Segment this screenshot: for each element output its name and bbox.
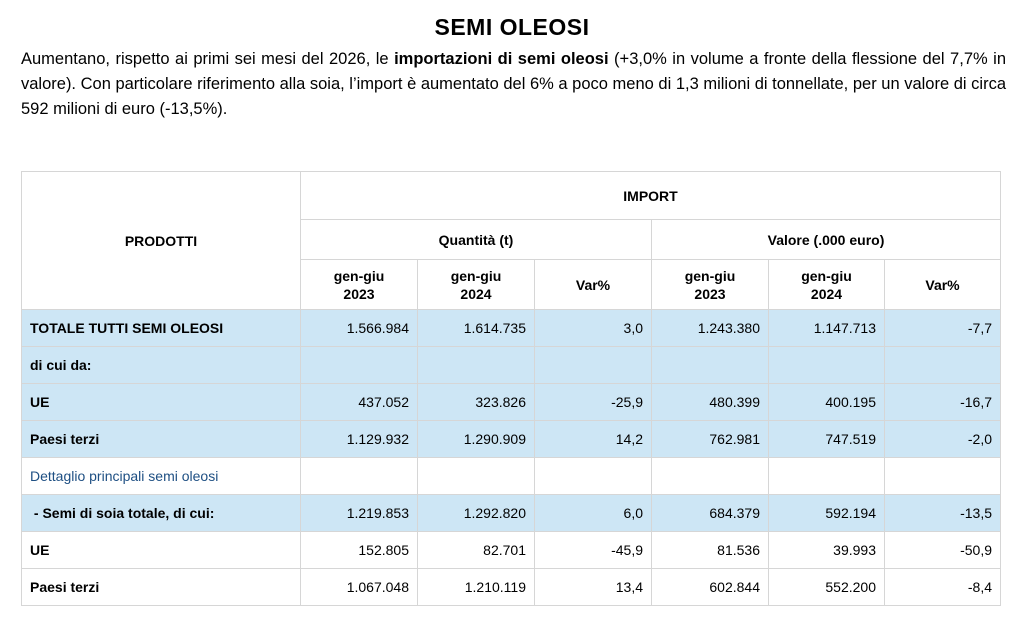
cell-val-var: -8,4 <box>885 569 1001 606</box>
cell-val-2024: 400.195 <box>769 384 885 421</box>
table-row <box>22 310 1001 347</box>
row-label: UE <box>22 532 301 569</box>
header-val-period-2024: gen-giu 2024 <box>769 260 885 310</box>
cell-qty-var <box>535 458 652 495</box>
cell-val-var <box>885 458 1001 495</box>
cell-qty-2023 <box>301 347 418 384</box>
row-label: UE <box>22 384 301 421</box>
header-import: IMPORT <box>301 172 1001 220</box>
header-qty-period-2023: gen-giu 2023 <box>301 260 418 310</box>
cell-val-var: -13,5 <box>885 495 1001 532</box>
cell-val-2024 <box>769 458 885 495</box>
cell-val-2023: 480.399 <box>652 384 769 421</box>
cell-qty-2024: 82.701 <box>418 532 535 569</box>
cell-val-2023: 602.844 <box>652 569 769 606</box>
cell-qty-2024: 1.292.820 <box>418 495 535 532</box>
intro-text-bold: importazioni di semi oleosi <box>394 50 609 68</box>
cell-qty-var: 14,2 <box>535 421 652 458</box>
header-qty-period-2024: gen-giu 2024 <box>418 260 535 310</box>
cell-qty-2023: 1.067.048 <box>301 569 418 606</box>
cell-val-2023: 762.981 <box>652 421 769 458</box>
row-label: Paesi terzi <box>22 421 301 458</box>
cell-val-var: -7,7 <box>885 310 1001 347</box>
import-table <box>21 171 1001 606</box>
row-label: - Semi di soia totale, di cui: <box>22 495 301 532</box>
cell-val-var: -16,7 <box>885 384 1001 421</box>
cell-qty-2024 <box>418 347 535 384</box>
cell-qty-var: 3,0 <box>535 310 652 347</box>
cell-val-2023 <box>652 347 769 384</box>
intro-text-end: (+3,0% in volume a fronte della flessione del 7,7% in valore). Con particolare riferimento alla soia, l’import è aumentato del 6% a poco meno di 1,3 milioni di tonnellate, per un valore di circa 592 milioni di euro (-13,5%). <box>21 50 1007 118</box>
cell-qty-2024: 1.290.909 <box>418 421 535 458</box>
cell-val-var <box>885 347 1001 384</box>
cell-qty-2023: 437.052 <box>301 384 418 421</box>
cell-val-2024: 747.519 <box>769 421 885 458</box>
cell-qty-2023: 1.566.984 <box>301 310 418 347</box>
cell-qty-var: -25,9 <box>535 384 652 421</box>
table-row <box>22 569 1001 606</box>
cell-qty-2024: 1.614.735 <box>418 310 535 347</box>
cell-val-2024: 552.200 <box>769 569 885 606</box>
table-row <box>22 495 1001 532</box>
table-row <box>22 532 1001 569</box>
cell-val-2023: 684.379 <box>652 495 769 532</box>
cell-val-2024: 39.993 <box>769 532 885 569</box>
cell-val-2024 <box>769 347 885 384</box>
cell-qty-2024: 323.826 <box>418 384 535 421</box>
row-label: di cui da: <box>22 347 301 384</box>
table-row <box>22 421 1001 458</box>
row-label: TOTALE TUTTI SEMI OLEOSI <box>22 310 301 347</box>
cell-qty-2023: 1.129.932 <box>301 421 418 458</box>
header-value: Valore (.000 euro) <box>652 220 1001 260</box>
header-quantity: Quantità (t) <box>301 220 652 260</box>
cell-qty-var <box>535 347 652 384</box>
table-row <box>22 384 1001 421</box>
intro-text-start: Aumentano, rispetto ai primi sei mesi del 2026, le <box>21 50 395 68</box>
cell-val-var: -50,9 <box>885 532 1001 569</box>
cell-val-2024: 1.147.713 <box>769 310 885 347</box>
header-qty-var: Var% <box>535 260 652 310</box>
cell-qty-2024 <box>418 458 535 495</box>
cell-val-2024: 592.194 <box>769 495 885 532</box>
cell-qty-2023: 1.219.853 <box>301 495 418 532</box>
header-products: PRODOTTI <box>22 172 301 310</box>
page-title: SEMI OLEOSI <box>434 14 590 40</box>
cell-qty-var: 6,0 <box>535 495 652 532</box>
table-row <box>22 347 1001 384</box>
section-label: Dettaglio principali semi oleosi <box>22 458 301 495</box>
cell-qty-2023: 152.805 <box>301 532 418 569</box>
cell-val-2023 <box>652 458 769 495</box>
cell-val-2023: 81.536 <box>652 532 769 569</box>
intro-paragraph <box>21 47 1006 122</box>
cell-qty-var: 13,4 <box>535 569 652 606</box>
cell-val-2023: 1.243.380 <box>652 310 769 347</box>
cell-val-var: -2,0 <box>885 421 1001 458</box>
cell-qty-2023 <box>301 458 418 495</box>
cell-qty-var: -45,9 <box>535 532 652 569</box>
header-val-var: Var% <box>885 260 1001 310</box>
table-row <box>22 458 1001 495</box>
row-label: Paesi terzi <box>22 569 301 606</box>
cell-qty-2024: 1.210.119 <box>418 569 535 606</box>
header-val-period-2023: gen-giu 2023 <box>652 260 769 310</box>
